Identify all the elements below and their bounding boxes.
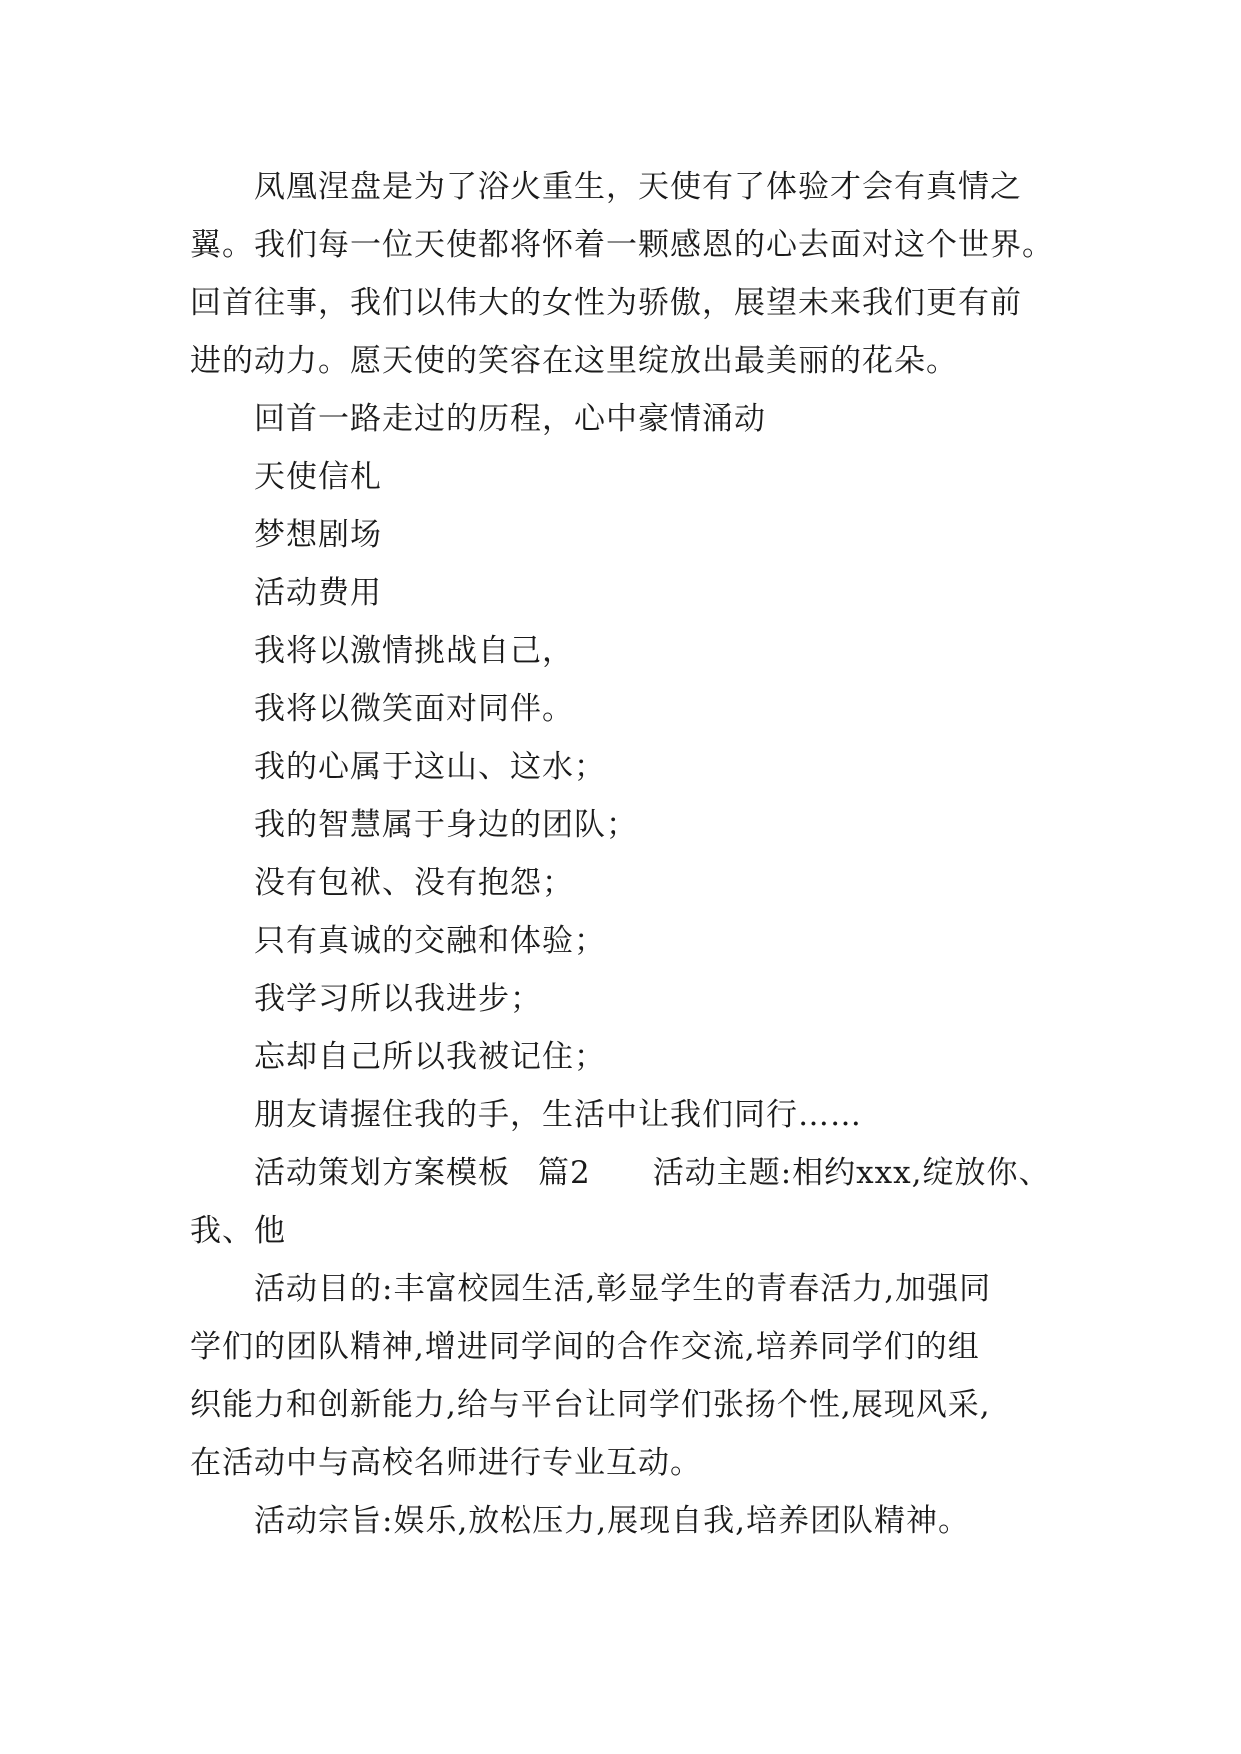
list-item: 没有包袱、没有抱怨；	[254, 865, 574, 901]
paragraph-1-line-4: 进的动力。愿天使的笑容在这里绽放出最美丽的花朵。	[190, 343, 958, 379]
list-item: 忘却自己所以我被记住；	[254, 1039, 606, 1075]
list-item: 我的智慧属于身边的团队；	[254, 807, 638, 843]
paragraph-1-line-1: 凤凰涅盘是为了浴火重生，天使有了体验才会有真情之	[254, 169, 1022, 205]
section-2-title: 活动策划方案模板	[254, 1155, 510, 1191]
list-item: 我将以激情挑战自己，	[254, 633, 574, 669]
document-body	[190, 158, 1090, 1550]
list-item: 活动费用	[254, 575, 382, 611]
paragraph-1-line-3: 回首往事，我们以伟大的女性为骄傲，展望未来我们更有前	[190, 285, 1022, 321]
list-item: 我的心属于这山、这水；	[254, 749, 606, 785]
list-item: 只有真诚的交融和体验；	[254, 923, 606, 959]
purpose-line-1: 活动目的:丰富校园生活,彰显学生的青春活力,加强同	[254, 1271, 992, 1307]
section-2-heading-line	[190, 1144, 1090, 1202]
purpose-line-2: 学们的团队精神,增进同学间的合作交流,培养同学们的组	[190, 1329, 980, 1365]
purpose-line-3: 织能力和创新能力,给与平台让同学们张扬个性,展现风采,	[190, 1387, 991, 1423]
purpose-line-4: 在活动中与高校名师进行专业互动。	[190, 1445, 702, 1481]
list-item: 梦想剧场	[254, 517, 382, 553]
list-item: 天使信札	[254, 459, 382, 495]
section-2-theme-continuation: 我、他	[190, 1213, 286, 1249]
list-item: 回首一路走过的历程，心中豪情涌动	[254, 401, 766, 437]
list-item: 朋友请握住我的手，生活中让我们同行……	[254, 1097, 862, 1133]
list-item: 我学习所以我进步；	[254, 981, 542, 1017]
section-2-theme: 活动主题:相约xxx,绽放你、	[652, 1155, 1051, 1191]
paragraph-1-line-2: 翼。我们每一位天使都将怀着一颗感恩的心去面对这个世界。	[190, 227, 1054, 263]
section-2-number: 篇2	[538, 1155, 591, 1191]
list-item: 我将以微笑面对同伴。	[254, 691, 574, 727]
aim-line: 活动宗旨:娱乐,放松压力,展现自我,培养团队精神。	[254, 1503, 971, 1539]
